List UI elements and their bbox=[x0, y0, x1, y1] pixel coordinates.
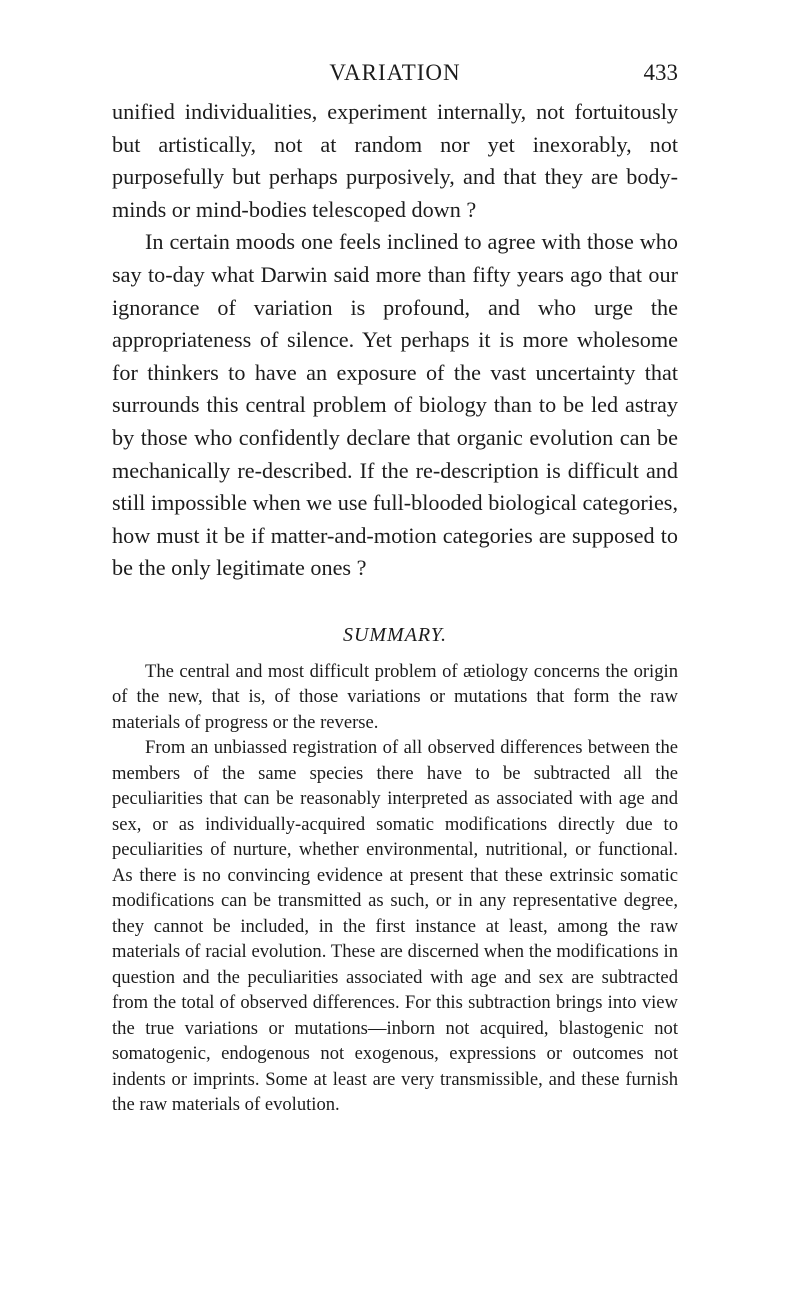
page-number: 433 bbox=[643, 60, 678, 85]
body-text bbox=[112, 96, 678, 1118]
running-head bbox=[112, 60, 678, 90]
paragraph-variation-ignorance: In certain moods one feels inclined to agree with those who say to-day what Darwin said more than fifty years ago that our ignorance of variation is profound, and who urge the appropriateness of silence. Yet perhaps it is more wholesome for thinkers to have an exposure of the vast uncertainty that surrounds this central problem of biology than to be led astray by those who confidently declare that organic evolution can be mechanically re-described. If the re-description is difficult and still impossible when we use full-blooded biological categories, how must it be if matter-and-motion categories are supposed to be the only legitimate ones ? bbox=[112, 229, 678, 581]
summary-heading: SUMMARY. bbox=[342, 623, 448, 646]
running-title: VARIATION bbox=[329, 60, 461, 85]
paragraph-continued: unified individualities, experiment internally, not fortuitously but artistically, not at random nor yet inexorably, not purposefully but perhaps purposively, and that they are body-minds or mind-bodies telescoped down ? bbox=[112, 99, 678, 222]
summary-paragraph-registration: From an unbiassed registration of all observed differences between the members of the same species there have to be subtracted all the peculiarities that can be reasonably interpreted as associated with age and sex, or as individually-acquired somatic modifications directly due to peculiarities of nurture, whether environmental, nutritional, or functional. As there is no convincing evidence at present that these extrinsic somatic modifications can be transmitted as such, or in any representative degree, they cannot be included, in the first instance at least, among the raw materials of racial evolution. These are discerned when the modifications in question and the peculiarities associated with age and sex are subtracted from the total of observed differences. For this subtraction brings into view the true variations or mutations—inborn not acquired, blastogenic not somatogenic, endogenous not exogenous, expressions or outcomes not indents or imprints. Some at least are very transmissible, and these furnish the raw materials of evolution. bbox=[112, 737, 678, 1116]
summary-paragraph-aetiology: The central and most difficult problem of ætiology concerns the origin of the new, that is, of those variations or mutations that form the raw materials of progress or the reverse. bbox=[112, 660, 678, 733]
